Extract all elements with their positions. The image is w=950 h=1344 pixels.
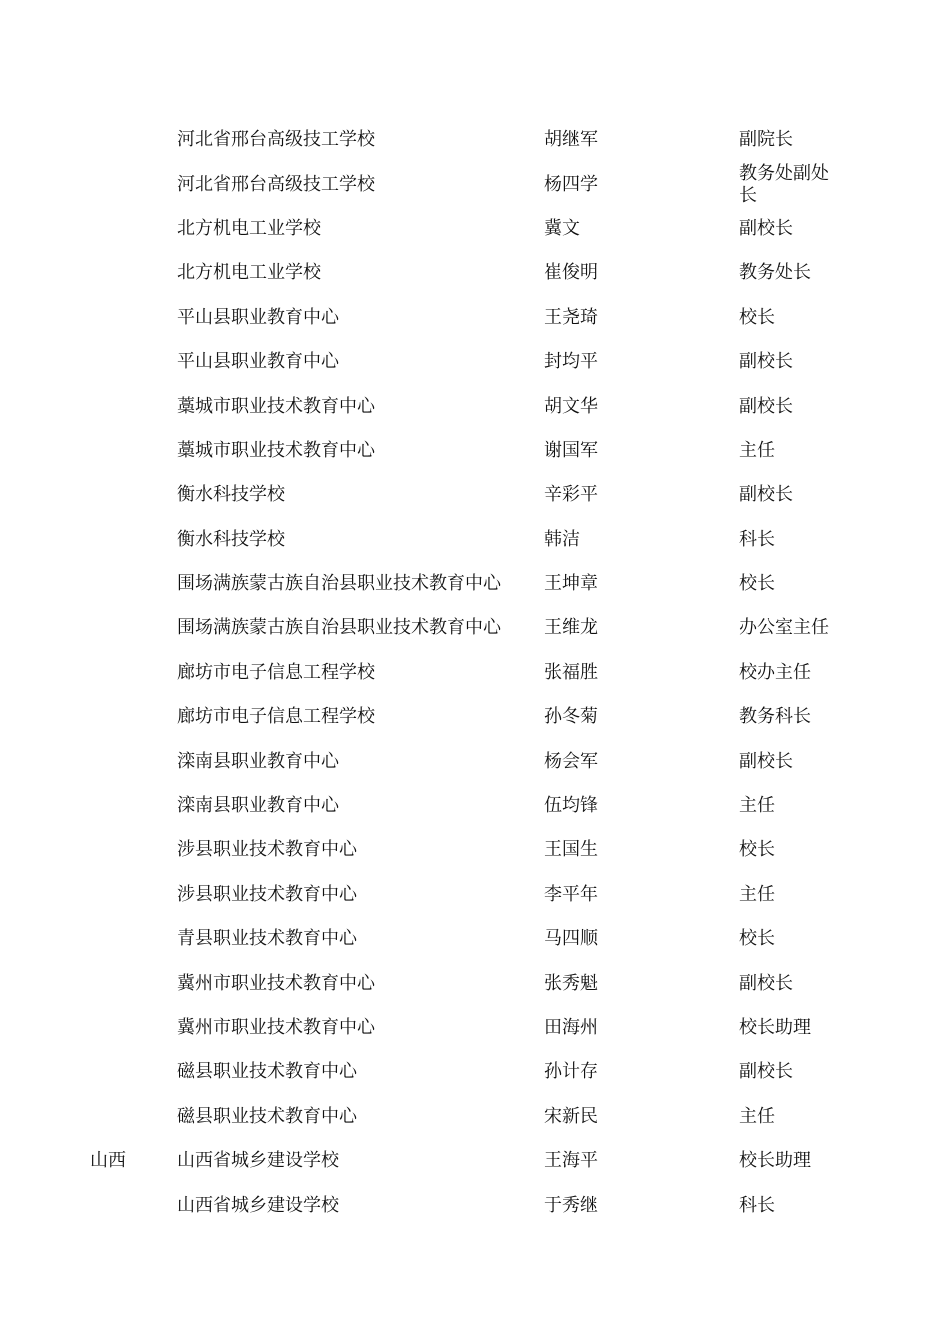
region-cell bbox=[90, 207, 170, 251]
region-cell bbox=[90, 1183, 170, 1227]
table-row bbox=[0, 518, 950, 562]
title-cell: 教务处长 bbox=[739, 262, 811, 284]
participant-table bbox=[0, 118, 950, 1228]
table-row bbox=[0, 340, 950, 384]
school-cell: 河北省邢台高级技工学校 bbox=[177, 173, 375, 195]
name-cell: 冀文 bbox=[544, 217, 580, 239]
school-cell: 河北省邢台高级技工学校 bbox=[177, 129, 375, 151]
title-cell: 副院长 bbox=[739, 129, 793, 151]
region-cell bbox=[90, 828, 170, 872]
title-cell: 主任 bbox=[739, 439, 775, 461]
school-cell: 衡水科技学校 bbox=[177, 528, 285, 550]
school-cell: 围场满族蒙古族自治县职业技术教育中心 bbox=[177, 573, 501, 595]
title-cell: 副校长 bbox=[739, 395, 793, 417]
school-cell: 滦南县职业教育中心 bbox=[177, 750, 339, 772]
name-cell: 王尧琦 bbox=[544, 306, 598, 328]
table-row bbox=[0, 384, 950, 428]
region-cell bbox=[90, 873, 170, 917]
name-cell: 王国生 bbox=[544, 839, 598, 861]
name-cell: 胡文华 bbox=[544, 395, 598, 417]
school-cell: 涉县职业技术教育中心 bbox=[177, 883, 357, 905]
table-row bbox=[0, 296, 950, 340]
title-cell: 科长 bbox=[739, 1194, 775, 1216]
region-cell bbox=[90, 296, 170, 340]
title-cell: 校办主任 bbox=[739, 661, 811, 683]
table-row bbox=[0, 651, 950, 695]
table-row bbox=[0, 784, 950, 828]
table-row bbox=[0, 1139, 950, 1183]
region-cell bbox=[90, 384, 170, 428]
region-cell bbox=[90, 162, 170, 206]
name-cell: 谢国军 bbox=[544, 439, 598, 461]
school-cell: 滦南县职业教育中心 bbox=[177, 795, 339, 817]
title-cell: 科长 bbox=[739, 528, 775, 550]
title-cell: 校长助理 bbox=[739, 1017, 811, 1038]
document-page bbox=[0, 118, 950, 1228]
title-cell: 副校长 bbox=[739, 1061, 793, 1083]
region-cell bbox=[90, 784, 170, 828]
name-cell: 马四顺 bbox=[544, 928, 598, 950]
school-cell: 涉县职业技术教育中心 bbox=[177, 839, 357, 861]
school-cell: 廊坊市电子信息工程学校 bbox=[177, 706, 375, 728]
name-cell: 田海州 bbox=[544, 1017, 598, 1038]
name-cell: 韩洁 bbox=[544, 528, 580, 550]
title-cell: 主任 bbox=[739, 795, 775, 817]
school-cell: 冀州市职业技术教育中心 bbox=[177, 1017, 375, 1038]
table-row bbox=[0, 961, 950, 1005]
title-cell: 校长 bbox=[739, 839, 775, 861]
title-cell: 校长 bbox=[739, 928, 775, 950]
title-cell: 副校长 bbox=[739, 750, 793, 772]
title-cell: 教务处副处长 bbox=[739, 162, 829, 206]
table-row bbox=[0, 739, 950, 783]
name-cell: 王海平 bbox=[544, 1150, 598, 1172]
region-cell bbox=[90, 1095, 170, 1139]
school-cell: 围场满族蒙古族自治县职业技术教育中心 bbox=[177, 617, 501, 639]
title-cell: 校长 bbox=[739, 306, 775, 328]
title-cell: 主任 bbox=[739, 883, 775, 905]
school-cell: 廊坊市电子信息工程学校 bbox=[177, 661, 375, 683]
region-cell bbox=[90, 1006, 170, 1050]
region-cell bbox=[90, 429, 170, 473]
name-cell: 王坤章 bbox=[544, 573, 598, 595]
title-cell: 副校长 bbox=[739, 972, 793, 994]
name-cell: 辛彩平 bbox=[544, 484, 598, 506]
name-cell: 崔俊明 bbox=[544, 262, 598, 284]
name-cell: 于秀继 bbox=[544, 1194, 598, 1216]
region-cell bbox=[90, 473, 170, 517]
school-cell: 平山县职业教育中心 bbox=[177, 351, 339, 373]
region-cell bbox=[90, 917, 170, 961]
region-cell bbox=[90, 1050, 170, 1094]
table-row bbox=[0, 562, 950, 606]
school-cell: 磁县职业技术教育中心 bbox=[177, 1061, 357, 1083]
school-cell: 山西省城乡建设学校 bbox=[177, 1150, 339, 1172]
region-cell bbox=[90, 695, 170, 739]
table-row bbox=[0, 473, 950, 517]
table-row bbox=[0, 251, 950, 295]
name-cell: 孙冬菊 bbox=[544, 706, 598, 728]
table-row bbox=[0, 1183, 950, 1227]
table-row bbox=[0, 162, 950, 206]
school-cell: 衡水科技学校 bbox=[177, 484, 285, 506]
region-cell bbox=[90, 739, 170, 783]
region-cell bbox=[90, 961, 170, 1005]
table-row bbox=[0, 1050, 950, 1094]
region-cell bbox=[90, 518, 170, 562]
region-cell bbox=[90, 118, 170, 162]
title-cell: 校长 bbox=[739, 573, 775, 595]
title-cell: 办公室主任 bbox=[739, 617, 829, 639]
name-cell: 胡继军 bbox=[544, 129, 598, 151]
title-cell: 校长助理 bbox=[739, 1150, 811, 1172]
title-cell: 副校长 bbox=[739, 484, 793, 506]
school-cell: 平山县职业教育中心 bbox=[177, 306, 339, 328]
name-cell: 杨会军 bbox=[544, 750, 598, 772]
school-cell: 冀州市职业技术教育中心 bbox=[177, 972, 375, 994]
region-cell bbox=[90, 606, 170, 650]
school-cell: 北方机电工业学校 bbox=[177, 217, 321, 239]
name-cell: 伍均锋 bbox=[544, 795, 598, 817]
table-row bbox=[0, 695, 950, 739]
school-cell: 藁城市职业技术教育中心 bbox=[177, 439, 375, 461]
region-cell bbox=[90, 251, 170, 295]
table-row bbox=[0, 1006, 950, 1050]
region-cell bbox=[90, 562, 170, 606]
title-cell: 副校长 bbox=[739, 217, 793, 239]
table-row bbox=[0, 828, 950, 872]
name-cell: 王维龙 bbox=[544, 617, 598, 639]
school-cell: 青县职业技术教育中心 bbox=[177, 928, 357, 950]
name-cell: 张秀魁 bbox=[544, 972, 598, 994]
name-cell: 张福胜 bbox=[544, 661, 598, 683]
table-row bbox=[0, 1095, 950, 1139]
school-cell: 藁城市职业技术教育中心 bbox=[177, 395, 375, 417]
title-cell: 主任 bbox=[739, 1105, 775, 1127]
school-cell: 山西省城乡建设学校 bbox=[177, 1194, 339, 1216]
table-row bbox=[0, 917, 950, 961]
table-row bbox=[0, 606, 950, 650]
table-row bbox=[0, 118, 950, 162]
title-cell: 教务科长 bbox=[739, 706, 811, 728]
table-row bbox=[0, 873, 950, 917]
name-cell: 宋新民 bbox=[544, 1105, 598, 1127]
table-row bbox=[0, 207, 950, 251]
school-cell: 北方机电工业学校 bbox=[177, 262, 321, 284]
title-cell: 副校长 bbox=[739, 351, 793, 373]
table-row bbox=[0, 429, 950, 473]
name-cell: 李平年 bbox=[544, 883, 598, 905]
name-cell: 封均平 bbox=[544, 351, 598, 373]
name-cell: 杨四学 bbox=[544, 173, 598, 195]
name-cell: 孙计存 bbox=[544, 1061, 598, 1083]
school-cell: 磁县职业技术教育中心 bbox=[177, 1105, 357, 1127]
region-cell bbox=[90, 651, 170, 695]
region-cell: 山西 bbox=[90, 1150, 126, 1172]
region-cell bbox=[90, 340, 170, 384]
